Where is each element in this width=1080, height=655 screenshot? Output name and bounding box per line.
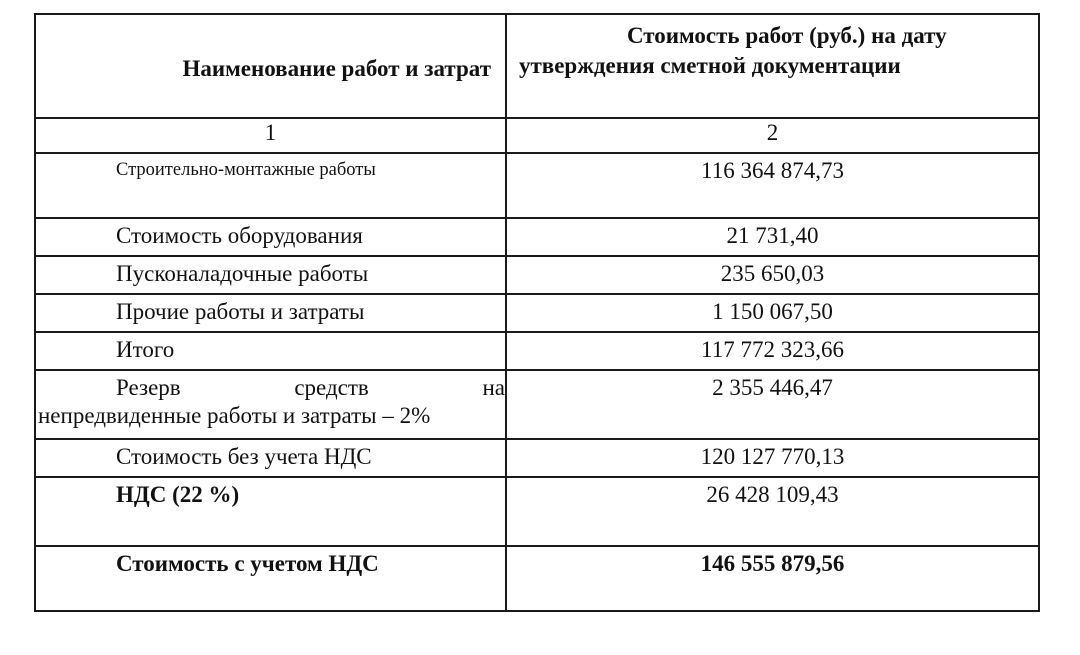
column-number-row <box>35 118 1039 153</box>
row-name: Строительно-монтажные работы <box>35 153 506 218</box>
table-header-row <box>35 14 1039 118</box>
row-name: Прочие работы и затраты <box>35 294 506 332</box>
table-row <box>35 439 1039 477</box>
table-row <box>35 332 1039 370</box>
cost-table <box>34 13 1040 612</box>
table-row <box>35 256 1039 294</box>
header-cost <box>506 14 1039 118</box>
table-row <box>35 477 1039 546</box>
header-cost-line1: Стоимость работ (руб.) на дату <box>627 23 947 48</box>
row-name-reserve <box>35 370 506 439</box>
reserve-word: Резерв <box>116 375 181 400</box>
reserve-word: средств <box>294 375 369 400</box>
table-row <box>35 370 1039 439</box>
row-name: Пусконаладочные работы <box>35 256 506 294</box>
table-row-total <box>35 546 1039 611</box>
table-row <box>35 218 1039 256</box>
row-value: 235 650,03 <box>506 256 1039 294</box>
row-value: 116 364 874,73 <box>506 153 1039 218</box>
row-name: Стоимость без учета НДС <box>35 439 506 477</box>
header-cost-line2: утверждения сметной документации <box>519 53 901 78</box>
table-row <box>35 294 1039 332</box>
header-work-name: Наименование работ и затрат <box>35 14 506 118</box>
row-value-vat: 26 428 109,43 <box>506 477 1039 546</box>
row-value: 120 127 770,13 <box>506 439 1039 477</box>
row-value: 117 772 323,66 <box>506 332 1039 370</box>
row-value: 21 731,40 <box>506 218 1039 256</box>
column-number-2: 2 <box>506 118 1039 153</box>
reserve-line1 <box>38 374 505 402</box>
row-name-total: Стоимость с учетом НДС <box>35 546 506 611</box>
row-value: 1 150 067,50 <box>506 294 1039 332</box>
row-name-vat: НДС (22 %) <box>35 477 506 546</box>
column-number-1: 1 <box>35 118 506 153</box>
row-value: 2 355 446,47 <box>506 370 1039 439</box>
row-value-total: 146 555 879,56 <box>506 546 1039 611</box>
row-name: Итого <box>35 332 506 370</box>
reserve-line2: непредвиденные работы и затраты – 2% <box>38 403 431 428</box>
table-row <box>35 153 1039 218</box>
reserve-word: на <box>482 375 505 400</box>
row-name: Стоимость оборудования <box>35 218 506 256</box>
